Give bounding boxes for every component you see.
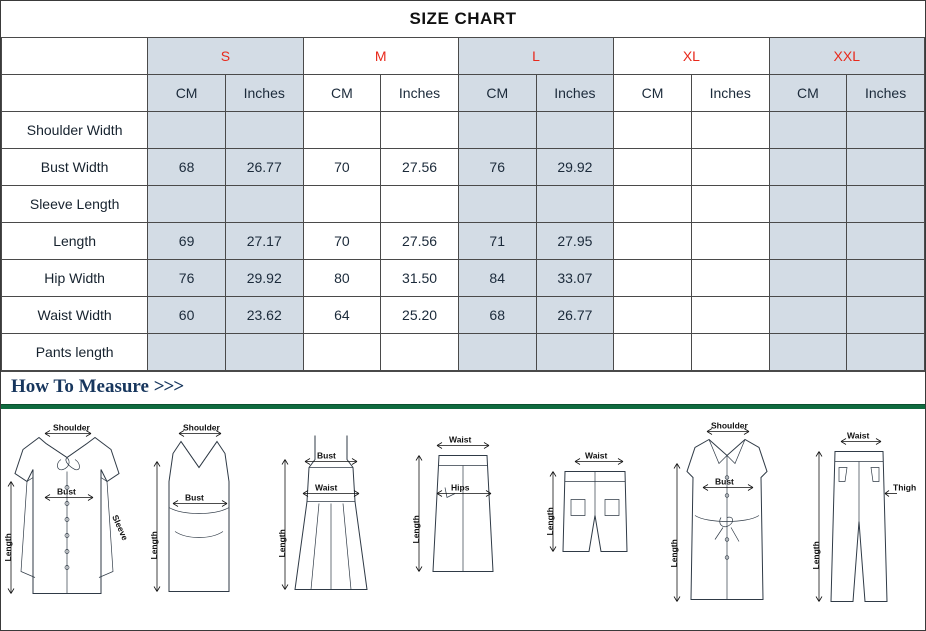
cell bbox=[614, 260, 692, 297]
label-length: Length bbox=[545, 507, 555, 536]
cell bbox=[769, 260, 847, 297]
row-label: Waist Width bbox=[2, 297, 148, 334]
table-row bbox=[2, 334, 925, 371]
size-header-m: M bbox=[303, 38, 458, 75]
unit-cell-m-cm: CM bbox=[303, 75, 381, 112]
cell bbox=[691, 112, 769, 149]
cell bbox=[536, 334, 614, 371]
table-row bbox=[2, 186, 925, 223]
cell: 68 bbox=[148, 149, 226, 186]
cell bbox=[769, 186, 847, 223]
figure-blouse bbox=[1, 409, 133, 619]
cell bbox=[303, 186, 381, 223]
cell bbox=[847, 297, 925, 334]
cell: 23.62 bbox=[225, 297, 303, 334]
label-length: Length bbox=[277, 529, 287, 558]
label-hips: Hips bbox=[451, 482, 470, 493]
cell bbox=[614, 297, 692, 334]
cell: 70 bbox=[303, 149, 381, 186]
cell bbox=[614, 112, 692, 149]
how-to-measure-band bbox=[1, 371, 925, 404]
cell: 76 bbox=[148, 260, 226, 297]
cell bbox=[769, 297, 847, 334]
cell: 25.20 bbox=[381, 297, 459, 334]
row-label: Length bbox=[2, 223, 148, 260]
unit-cell-l-in: Inches bbox=[536, 75, 614, 112]
cell bbox=[381, 186, 459, 223]
label-length: Length bbox=[3, 533, 13, 562]
cell bbox=[769, 223, 847, 260]
unit-cell-xl-cm: CM bbox=[614, 75, 692, 112]
table-row bbox=[2, 112, 925, 149]
cell: 26.77 bbox=[536, 297, 614, 334]
unit-cell-xxl-in: Inches bbox=[847, 75, 925, 112]
cell bbox=[303, 112, 381, 149]
cell bbox=[847, 149, 925, 186]
cell bbox=[614, 149, 692, 186]
row-label: Bust Width bbox=[2, 149, 148, 186]
cell: 60 bbox=[148, 297, 226, 334]
unit-corner-cell bbox=[2, 75, 148, 112]
figure-coat bbox=[661, 409, 793, 619]
table-row bbox=[2, 297, 925, 334]
cell: 76 bbox=[458, 149, 536, 186]
cell bbox=[614, 186, 692, 223]
size-header-row bbox=[2, 38, 925, 75]
cell bbox=[381, 112, 459, 149]
table-row bbox=[2, 260, 925, 297]
label-length: Length bbox=[669, 539, 679, 568]
cell bbox=[148, 334, 226, 371]
cell bbox=[691, 297, 769, 334]
unit-cell-s-cm: CM bbox=[148, 75, 226, 112]
label-bust: Bust bbox=[57, 486, 76, 497]
cell: 69 bbox=[148, 223, 226, 260]
cell: 80 bbox=[303, 260, 381, 297]
label-bust: Bust bbox=[317, 450, 336, 461]
measurement-figures bbox=[1, 409, 925, 619]
cell: 70 bbox=[303, 223, 381, 260]
label-bust: Bust bbox=[185, 492, 204, 503]
figure-camisole bbox=[133, 409, 265, 619]
cell: 27.56 bbox=[381, 223, 459, 260]
row-label: Hip Width bbox=[2, 260, 148, 297]
cell bbox=[225, 334, 303, 371]
cell bbox=[691, 186, 769, 223]
cell bbox=[225, 186, 303, 223]
cell bbox=[148, 112, 226, 149]
cell bbox=[225, 112, 303, 149]
label-waist: Waist bbox=[315, 482, 338, 493]
label-thigh: Thigh bbox=[893, 482, 917, 493]
size-header-xl: XL bbox=[614, 38, 769, 75]
figure-shorts bbox=[529, 409, 661, 619]
cell bbox=[458, 186, 536, 223]
cell bbox=[536, 112, 614, 149]
row-label: Sleeve Length bbox=[2, 186, 148, 223]
cell bbox=[691, 149, 769, 186]
cell: 33.07 bbox=[536, 260, 614, 297]
cell bbox=[691, 260, 769, 297]
cell bbox=[536, 186, 614, 223]
figure-pants bbox=[793, 409, 925, 619]
cell: 84 bbox=[458, 260, 536, 297]
label-sleeve: Sleeve bbox=[110, 513, 131, 542]
cell bbox=[691, 223, 769, 260]
unit-cell-s-in: Inches bbox=[225, 75, 303, 112]
row-label: Shoulder Width bbox=[2, 112, 148, 149]
label-shoulder: Shoulder bbox=[183, 422, 220, 433]
cell: 31.50 bbox=[381, 260, 459, 297]
row-label: Pants length bbox=[2, 334, 148, 371]
cell bbox=[769, 149, 847, 186]
cell: 68 bbox=[458, 297, 536, 334]
cell bbox=[847, 186, 925, 223]
label-bust: Bust bbox=[715, 476, 734, 487]
unit-cell-m-in: Inches bbox=[381, 75, 459, 112]
cell bbox=[614, 223, 692, 260]
page-title: SIZE CHART bbox=[409, 9, 517, 28]
cell bbox=[303, 334, 381, 371]
cell bbox=[769, 334, 847, 371]
cell bbox=[769, 112, 847, 149]
table-row bbox=[2, 223, 925, 260]
label-shoulder: Shoulder bbox=[711, 420, 748, 431]
cell bbox=[458, 112, 536, 149]
cell: 26.77 bbox=[225, 149, 303, 186]
cell: 71 bbox=[458, 223, 536, 260]
cell: 29.92 bbox=[536, 149, 614, 186]
label-waist: Waist bbox=[585, 450, 608, 461]
cell bbox=[847, 260, 925, 297]
cell bbox=[691, 334, 769, 371]
size-header-l: L bbox=[458, 38, 613, 75]
cell bbox=[458, 334, 536, 371]
cell bbox=[847, 334, 925, 371]
label-length: Length bbox=[149, 531, 159, 560]
size-header-s: S bbox=[148, 38, 303, 75]
unit-cell-xxl-cm: CM bbox=[769, 75, 847, 112]
unit-cell-l-cm: CM bbox=[458, 75, 536, 112]
cell bbox=[148, 186, 226, 223]
cell: 27.17 bbox=[225, 223, 303, 260]
label-length: Length bbox=[411, 515, 421, 544]
size-chart-table bbox=[1, 37, 925, 371]
figure-skirt bbox=[397, 409, 529, 619]
table-row bbox=[2, 149, 925, 186]
corner-cell bbox=[2, 38, 148, 75]
cell: 29.92 bbox=[225, 260, 303, 297]
cell bbox=[614, 334, 692, 371]
cell bbox=[847, 223, 925, 260]
label-shoulder: Shoulder bbox=[53, 422, 90, 433]
how-to-measure-label: How To Measure bbox=[11, 376, 149, 397]
cell bbox=[847, 112, 925, 149]
unit-cell-xl-in: Inches bbox=[691, 75, 769, 112]
label-waist: Waist bbox=[449, 434, 472, 445]
arrows-icon: >>> bbox=[153, 376, 184, 397]
label-waist: Waist bbox=[847, 430, 870, 441]
cell: 27.95 bbox=[536, 223, 614, 260]
cell bbox=[381, 334, 459, 371]
unit-header-row bbox=[2, 75, 925, 112]
figure-dress bbox=[265, 409, 397, 619]
cell: 64 bbox=[303, 297, 381, 334]
size-header-xxl: XXL bbox=[769, 38, 924, 75]
label-length: Length bbox=[811, 541, 821, 570]
cell: 27.56 bbox=[381, 149, 459, 186]
how-to-measure-title bbox=[11, 376, 183, 398]
